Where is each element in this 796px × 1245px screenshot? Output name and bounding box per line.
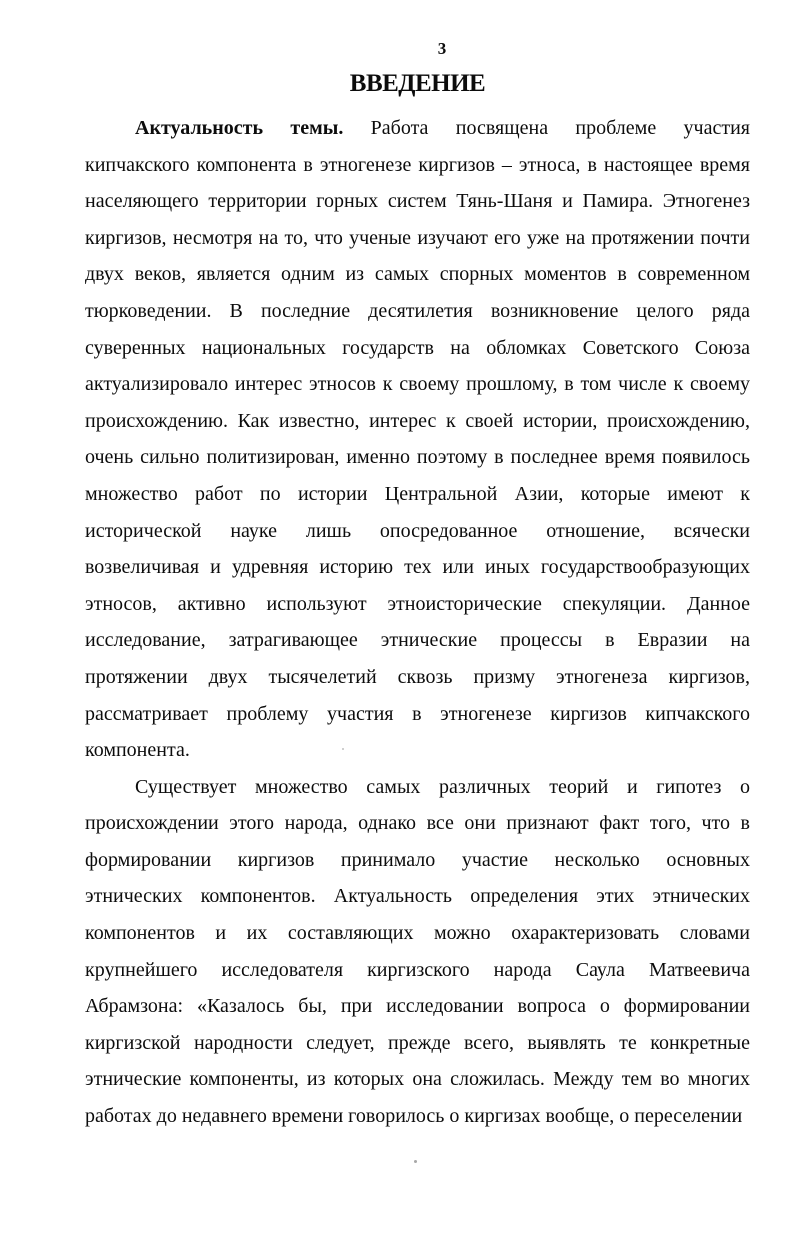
text-line: Актуальность темы. Работа посвящена проблеме участия [135,117,750,139]
text-line: кипчакского компонента в этногенезе киргизов – этноса, в настоящее время [85,153,750,176]
text-line: киргизской народности следует, прежде всего, выявлять те конкретные [85,1031,750,1054]
text-line: Абрамзона: «Казалось бы, при исследовании вопроса о формировании [85,995,750,1018]
text-line: этнических компонентов. Актуальность определения этих этнических [85,885,750,908]
section-heading: ВВЕДЕНИЕ [349,70,486,97]
text-line: этнические компоненты, из которых она сложилась. Между тем во многих [85,1068,750,1091]
bold-run-in: Актуальность темы. [135,117,344,139]
text-line: Существует множество самых различных теорий и гипотез о [135,775,750,798]
text-line: крупнейшего исследователя киргизского народа Саула Матвеевича [85,958,750,981]
text-line: населяющего территории горных систем Тянь-Шаня и Памира. Этногенез [85,190,750,213]
document-body [85,110,750,1135]
text-line: протяжении двух тысячелетий сквозь призму этногенеза киргизов, [85,665,750,688]
text-line: актуализировало интерес этносов к своему прошлому, в том числе к своему [85,373,750,396]
text-line: двух веков, является одним из самых спорных моментов в современном [85,263,750,286]
text-line: киргизов, несмотря на то, что ученые изучают его уже на протяжении почти [85,226,750,249]
page-number: 3 [437,39,447,58]
text-line: возвеличивая и удревняя историю тех или иных государствообразующих [85,556,750,579]
text-line: происхождении этого народа, однако все они признают факт того, что в [85,812,750,835]
text-line: компонента. [85,739,190,762]
scan-artifact-dot [414,1160,417,1163]
text-line: очень сильно политизирован, именно поэтому в последнее время появилось [85,446,750,469]
text-line: формировании киргизов принимало участие несколько основных [85,848,750,871]
text-line: этносов, активно используют этноисторические спекуляции. Данное [85,592,750,615]
text-line: работах до недавнего времени говорилось о киргизах вообще, о переселении [85,1105,743,1128]
text-line: исследование, затрагивающее этнические процессы в Евразии на [85,629,750,652]
text-line: множество работ по истории Центральной Азии, которые имеют к [85,482,750,505]
text-line: тюрковедении. В последние десятилетия возникновение целого ряда [85,299,750,322]
text-line: суверенных национальных государств на обломках Советского Союза [85,336,750,359]
text-line: исторической науке лишь опосредованное отношение, всячески [85,519,750,542]
scan-artifact-dot [342,748,344,750]
text-line: компонентов и их составляющих можно охарактеризовать словами [85,922,750,945]
text-line: происхождению. Как известно, интерес к своей истории, происхождению, [85,409,750,432]
text-line: рассматривает проблему участия в этногенезе киргизов кипчакского [85,702,750,725]
